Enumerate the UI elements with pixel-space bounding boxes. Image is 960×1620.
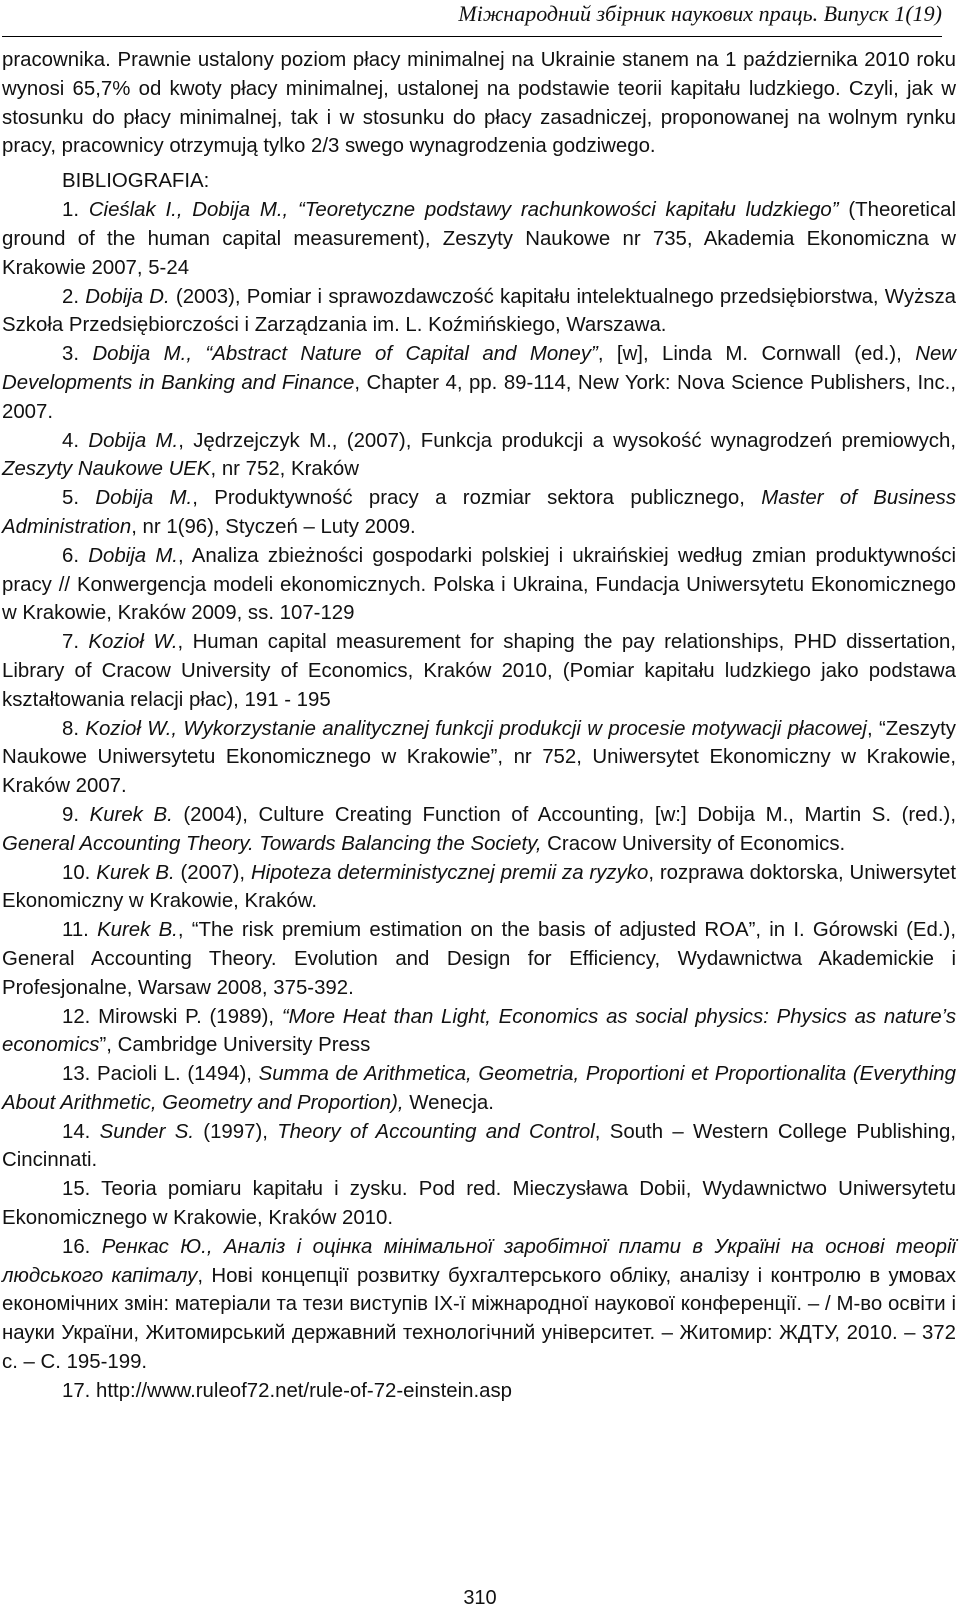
reference-author: Dobija M. xyxy=(92,343,187,366)
reference-text: , nr 1(96), Styczeń – Luty 2009. xyxy=(131,515,416,538)
reference-item xyxy=(2,196,956,282)
reference-text: , [w], Linda M. Cornwall (ed.), xyxy=(597,343,916,366)
reference-text: , Human capital measurement for shaping the pay relationships, PHD dissertation, Library of Cracow University of Economics, Kraków 2010, (Pomiar kapitału ludzkiego jako podstawa kształtowania relacji płac), 191 - 195 xyxy=(2,631,957,711)
reference-item xyxy=(2,715,956,801)
reference-author: Cieślak I., Dobija M. xyxy=(88,199,283,222)
reference-text: , Chapter 4, pp. 89-114, New York: Nova Science Publishers, Inc., 2007. xyxy=(2,371,956,423)
reference-text: , nr 752, Kraków xyxy=(210,458,359,481)
reference-text: Mirowski P. (1989), xyxy=(98,1005,282,1028)
reference-text: New Developments in Banking and Finance xyxy=(2,343,957,394)
reference-item xyxy=(2,859,956,917)
reference-text: , Аналіз і оцінка мінімальної заробітної плати в Україні на основі теорії людського капіталу xyxy=(2,1235,956,1287)
reference-text: , Нові концепції розвитку бухгалтерського обліку, аналізу і контролю в умовах економічних змін: матеріали та тези виступів ІХ-ї міжнародної наукової конференції. – / М-во освіти і науки України, Житомирський державний технологічний університет. – Житомир: ЖДТУ, 2010. – 372 с. – С. 195-199. xyxy=(2,1264,956,1374)
intro-paragraph: pracownika. Prawnie ustalony poziom płacy minimalnej na Ukrainie stanem na 1 października 2010 roku wynosi 65,7% od kwoty płacy minimalnej, ustalonej na podstawie teorii kapitału ludzkiego. Czyli, jak w stosunku do płacy minimalnej, tak i w stosunku do płacy zasadniczej, proponowanej na wolnym rynku pracy, pracownicy otrzymują tylko 2/3 swego wynagrodzenia godziwego. xyxy=(2,49,956,158)
reference-number: 7. xyxy=(62,631,80,654)
reference-text: Theory of Accounting and Control xyxy=(277,1120,595,1143)
reference-text: (Theoretical ground of the human capital measurement), Zeszyty Naukowe nr 735, Akademia Ekonomiczna w Krakowie 2007, 5-24 xyxy=(2,199,957,279)
reference-author: Kurek B. xyxy=(97,919,178,942)
reference-text: Master of Business Administration xyxy=(2,487,957,538)
reference-text: Zeszyty Naukowe UEK xyxy=(2,458,211,481)
reference-text: , “Abstract Nature of Capital and Money” xyxy=(186,343,598,366)
reference-number: 14. xyxy=(62,1120,91,1143)
reference-number: 11. xyxy=(62,919,89,942)
reference-text: (2007), xyxy=(174,861,251,884)
reference-number: 17. xyxy=(62,1379,91,1402)
reference-text: http://www.ruleof72.net/rule-of-72-einstein.asp xyxy=(96,1379,512,1402)
reference-author: Dobija M. xyxy=(88,544,178,567)
reference-item xyxy=(2,427,956,485)
reference-number: 8. xyxy=(62,717,80,740)
reference-text: , Analiza zbieżności gospodarki polskiej i ukraińskiej według zmian produktywności pracy // Konwergencja modeli ekonomicznych. Polska i Ukraina, Fundacja Uniwersytetu Ekonomicznego w Krakowie, Kraków 2009, ss. 107-129 xyxy=(2,544,956,625)
reference-author: Kozioł W. xyxy=(85,717,172,740)
reference-text: Cracow University of Economics. xyxy=(541,832,846,855)
reference-text: ”, Cambridge University Press xyxy=(99,1034,371,1057)
reference-text: (1997), xyxy=(194,1120,278,1143)
running-header: Міжнародний збірник наукових праць. Випуск 1(19) xyxy=(458,1,942,26)
reference-item xyxy=(2,283,956,341)
reference-text: General Accounting Theory. Towards Balancing the Society, xyxy=(2,832,542,855)
reference-text: , rozprawa doktorska, Uniwersytet Ekonomiczny w Krakowie, Kraków. xyxy=(2,861,957,913)
reference-number: 12. xyxy=(62,1005,91,1028)
reference-author: Kurek B. xyxy=(89,803,173,826)
reference-author: Kozioł W. xyxy=(88,631,178,654)
reference-text: (2003), Pomiar i sprawozdawczość kapitału intelektualnego przedsiębiorstwa, Wyższa Szkoła Przedsiębiorczości i Zarządzania im. L. Koźmińskiego, Warszawa. xyxy=(2,285,956,337)
reference-text: Hipoteza deterministycznej premii za ryzyko xyxy=(250,861,649,884)
reference-item xyxy=(2,1060,956,1118)
reference-list xyxy=(2,196,956,1405)
reference-text: Pacioli L. (1494), xyxy=(97,1063,259,1086)
reference-text: , “Teoretyczne podstawy rachunkowości kapitału ludzkiego” xyxy=(282,199,839,222)
reference-text: (2004), Culture Creating Function of Accounting, [w:] Dobija M., Martin S. (red.), xyxy=(172,803,956,826)
reference-item xyxy=(2,1118,956,1176)
reference-text: , South – Western College Publishing, Cincinnati. xyxy=(2,1120,957,1172)
reference-number: 5. xyxy=(62,487,80,510)
page-content xyxy=(2,46,956,1406)
reference-text: , Wykorzystanie analitycznej funkcji produkcji w procesie motywacji płacowej xyxy=(171,717,867,740)
reference-text: Teoria pomiaru kapitału i zysku. Pod red. Mieczysława Dobii, Wydawnictwo Uniwersytetu Ekonomicznego w Krakowie, Kraków 2010. xyxy=(2,1178,956,1230)
header-rule xyxy=(2,36,942,37)
reference-text: , Produktywność pracy a rozmiar sektora publicznego, xyxy=(192,487,762,510)
reference-author: Sunder S. xyxy=(99,1120,194,1143)
reference-number: 9. xyxy=(62,803,80,826)
reference-number: 15. xyxy=(62,1178,91,1201)
reference-item xyxy=(2,340,956,426)
reference-number: 6. xyxy=(62,544,80,567)
reference-text: “More Heat than Light, Economics as social physics: Physics as nature’s economics xyxy=(2,1005,957,1057)
reference-item xyxy=(2,1003,956,1061)
reference-number: 10. xyxy=(62,861,91,884)
reference-number: 13. xyxy=(62,1063,91,1086)
reference-item xyxy=(2,542,956,628)
reference-text: Summa de Arithmetica, Geometria, Proportioni et Proportionalita (Everything About Arithmetic, Geometry and Proportion), xyxy=(2,1063,956,1114)
reference-author: Dobija M. xyxy=(95,487,193,510)
reference-author: Dobija D. xyxy=(85,285,170,308)
reference-number: 16. xyxy=(62,1235,91,1258)
reference-number: 3. xyxy=(62,343,80,366)
reference-item xyxy=(2,916,956,1002)
reference-item xyxy=(2,1377,956,1406)
reference-author: Ренкас Ю. xyxy=(101,1235,207,1258)
reference-author: Kurek B. xyxy=(96,861,175,884)
reference-number: 1. xyxy=(62,199,80,222)
reference-text: , “The risk premium estimation on the basis of adjusted ROA”, in I. Górowski (Ed.), General Accounting Theory. Evolution and Design for Efficiency, Wydawnictwa Akademickie i Profesjonalne, Warsaw 2008, 375-392. xyxy=(2,919,956,999)
reference-item xyxy=(2,1233,956,1377)
reference-text: , Jędrzejczyk M., (2007), Funkcja produkcji a wysokość wynagrodzeń premiowych, xyxy=(178,429,956,452)
reference-item xyxy=(2,484,956,542)
reference-number: 2. xyxy=(62,285,80,308)
page-number: 310 xyxy=(463,1587,497,1609)
reference-item xyxy=(2,801,956,859)
reference-text: , “Zeszyty Naukowe Uniwersytetu Ekonomicznego w Krakowie”, nr 752, Uniwersytet Ekonomiczny w Krakowie, Kraków 2007. xyxy=(2,717,956,798)
reference-number: 4. xyxy=(62,429,80,452)
bibliography-heading: BIBLIOGRAFIA: xyxy=(62,170,210,193)
reference-item xyxy=(2,628,956,714)
reference-item xyxy=(2,1175,956,1233)
reference-text: Wenecja. xyxy=(403,1091,494,1114)
reference-author: Dobija M. xyxy=(88,429,179,452)
